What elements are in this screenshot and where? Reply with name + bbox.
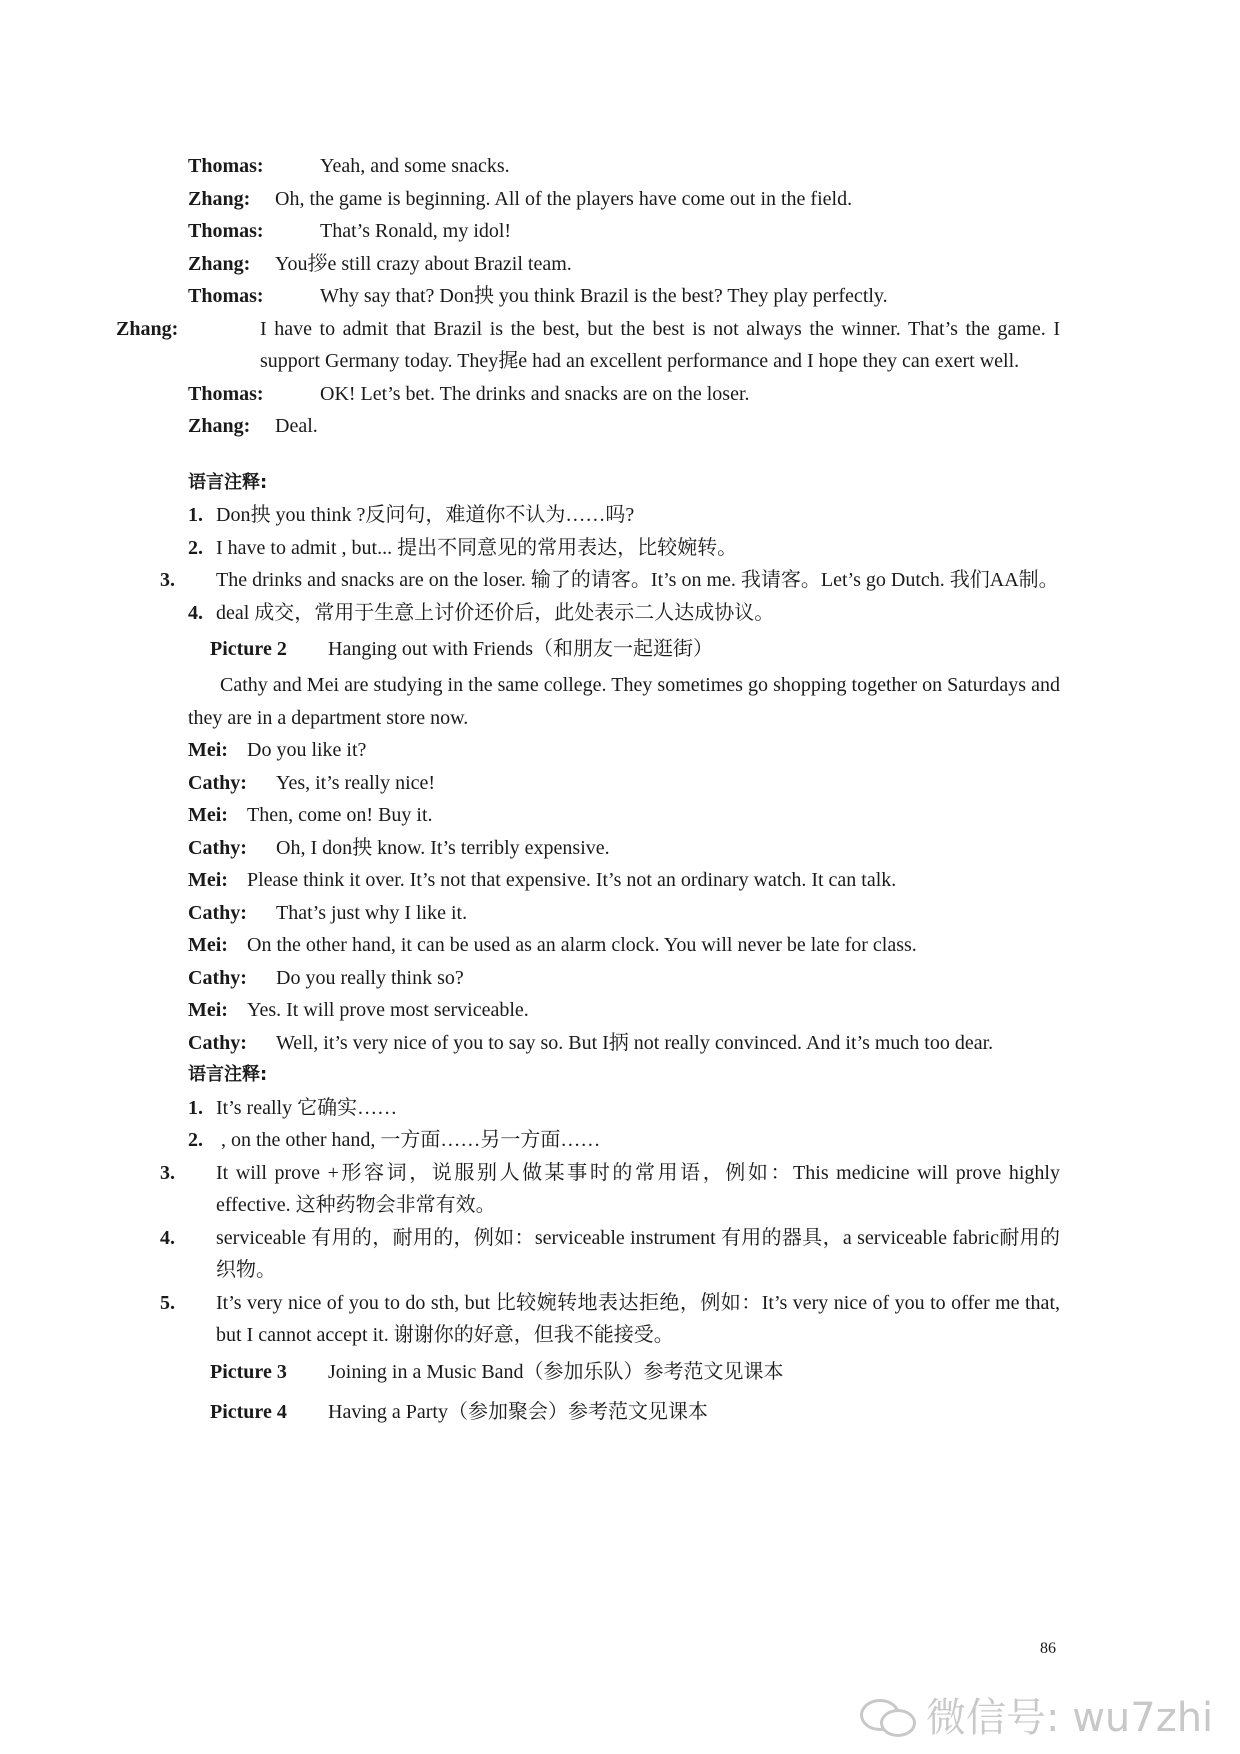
note-number: 4.	[188, 601, 203, 624]
utterance: Oh, I don抰 know. It’s terribly expensive.	[276, 836, 610, 859]
dialogue-line	[116, 313, 1060, 378]
speaker: Mei:	[188, 869, 228, 891]
speaker: Cathy:	[188, 1031, 247, 1054]
note-number: 2.	[188, 536, 203, 559]
note-text: , on the other hand, 一方面……另一方面……	[216, 1129, 601, 1151]
dialogue-line	[188, 994, 1060, 1027]
picture-title: Hanging out with Friends（和朋友一起逛街）	[328, 638, 713, 660]
dialogue-1	[116, 150, 1060, 443]
note-text: It’s very nice of you to do sth, but 比较婉转地表达拒绝，例如：It’s very nice of you to offer me that, but I cannot accept it. 谢谢你的好意，但我不能接受。	[216, 1291, 1060, 1346]
speaker: Mei:	[188, 934, 228, 956]
dialogue-line	[188, 215, 1060, 248]
picture-3-heading	[188, 1352, 1060, 1392]
utterance: Why say that? Don抰 you think Brazil is the best? They play perfectly.	[320, 285, 888, 307]
wechat-icon	[860, 1695, 916, 1735]
note-number: 1.	[188, 504, 203, 526]
note-number: 1.	[188, 1096, 203, 1119]
note-number: 3.	[160, 569, 175, 591]
dialogue-line	[188, 799, 1060, 832]
note-text: It will prove +形容词，说服别人做某事时的常用语，例如：This medicine will prove highly effective. 这种药物会非常有效。	[216, 1161, 1060, 1216]
picture-label: Picture 4	[210, 1400, 287, 1423]
language-notes-1	[160, 467, 1060, 630]
note-item	[188, 532, 1060, 565]
utterance: You拶e still crazy about Brazil team.	[275, 252, 572, 275]
utterance: Well, it’s very nice of you to say so. But I抦 not really convinced. And it’s much too dear.	[276, 1031, 994, 1054]
speaker: Thomas:	[188, 285, 264, 307]
note-number: 2.	[188, 1129, 203, 1151]
utterance: Then, come on! Buy it.	[247, 804, 433, 826]
dialogue-line	[188, 150, 1060, 183]
content-column	[116, 150, 1060, 1432]
notes-heading: 语言注释:	[188, 471, 268, 493]
dialogue-line	[188, 183, 1060, 216]
language-notes-2	[160, 1059, 1060, 1352]
picture-4-heading	[188, 1392, 1060, 1432]
dialogue-line	[188, 248, 1060, 281]
dialogue-line	[188, 767, 1060, 800]
dialogue-line	[188, 962, 1060, 995]
note-text: The drinks and snacks are on the loser. 输了的请客。It’s on me. 我请客。Let’s go Dutch. 我们AA制。	[216, 569, 1059, 591]
speaker: Zhang:	[188, 187, 251, 210]
speaker: Mei:	[188, 999, 228, 1021]
dialogue-line	[188, 410, 1060, 443]
note-text: I have to admit , but... 提出不同意见的常用表达，比较婉转。	[216, 536, 738, 559]
note-number: 5.	[160, 1291, 175, 1314]
note-number: 4.	[160, 1226, 175, 1249]
note-text: deal 成交，常用于生意上讨价还价后，此处表示二人达成协议。	[216, 601, 775, 624]
speaker: Mei:	[188, 804, 228, 826]
speaker: Thomas:	[188, 382, 264, 405]
utterance: On the other hand, it can be used as an alarm clock. You will never be late for class.	[247, 934, 917, 956]
note-item	[160, 1222, 1060, 1287]
picture-title: Joining in a Music Band（参加乐队）参考范文见课本	[328, 1360, 784, 1383]
note-item	[188, 597, 1060, 630]
note-number: 3.	[160, 1161, 175, 1184]
watermark-text: 微信号: wu7zhi	[926, 1695, 1214, 1741]
picture-2-heading	[188, 629, 1060, 669]
note-item	[188, 1124, 1060, 1157]
utterance: That’s Ronald, my idol!	[320, 220, 512, 242]
speaker: Zhang:	[188, 415, 251, 437]
note-text: It’s really 它确实……	[216, 1096, 398, 1119]
utterance: Yeah, and some snacks.	[320, 155, 510, 177]
dialogue-line	[188, 280, 1060, 313]
dialogue-line	[188, 378, 1060, 411]
dialogue-line	[188, 832, 1060, 865]
utterance: Yes. It will prove most serviceable.	[247, 999, 529, 1021]
speaker: Cathy:	[188, 771, 247, 794]
utterance: Please think it over. It’s not that expensive. It’s not an ordinary watch. It can talk.	[247, 869, 897, 891]
speaker: Thomas:	[188, 220, 264, 242]
notes-heading: 语言注释:	[188, 1064, 268, 1085]
utterance: Do you really think so?	[276, 966, 464, 989]
note-text: serviceable 有用的，耐用的，例如：serviceable instrument 有用的器具，a serviceable fabric耐用的织物。	[216, 1226, 1060, 1281]
speaker: Zhang:	[116, 317, 179, 340]
page-number: 86	[1040, 1640, 1056, 1657]
dialogue-line	[188, 734, 1060, 767]
utterance: OK! Let’s bet. The drinks and snacks are on the loser.	[320, 382, 750, 405]
utterance: Yes, it’s really nice!	[276, 771, 436, 794]
speaker: Cathy:	[188, 901, 247, 924]
picture-2-intro: Cathy and Mei are studying in the same college. They sometimes go shopping together on Saturdays and they are in a department store now.	[188, 674, 1060, 729]
speaker: Cathy:	[188, 966, 247, 989]
dialogue-line	[188, 929, 1060, 962]
speaker: Cathy:	[188, 836, 247, 859]
note-item	[188, 499, 1060, 532]
speaker: Mei:	[188, 739, 228, 761]
dialogue-line	[188, 864, 1060, 897]
utterance: That’s just why I like it.	[276, 901, 468, 924]
picture-label: Picture 2	[210, 638, 287, 660]
note-text: Don抰 you think ?反问句，难道你不认为……吗?	[216, 504, 635, 526]
utterance: Deal.	[275, 415, 318, 437]
note-item	[188, 1092, 1060, 1125]
picture-title: Having a Party（参加聚会）参考范文见课本	[328, 1400, 708, 1423]
watermark	[860, 1686, 1213, 1743]
picture-label: Picture 3	[210, 1360, 287, 1383]
dialogue-line	[188, 897, 1060, 930]
speaker: Thomas:	[188, 155, 264, 177]
note-item	[160, 564, 1060, 597]
note-item	[160, 1157, 1060, 1222]
dialogue-2	[188, 734, 1060, 1059]
utterance: I have to admit that Brazil is the best, but the best is not always the winner. That’s the game. I support Germany today. They捤e had an excellent performance and I hope they can exert well.	[260, 317, 1060, 372]
utterance: Oh, the game is beginning. All of the players have come out in the field.	[275, 187, 853, 210]
utterance: Do you like it?	[247, 739, 367, 761]
dialogue-line	[188, 1027, 1060, 1060]
note-item	[160, 1287, 1060, 1352]
speaker: Zhang:	[188, 252, 251, 275]
